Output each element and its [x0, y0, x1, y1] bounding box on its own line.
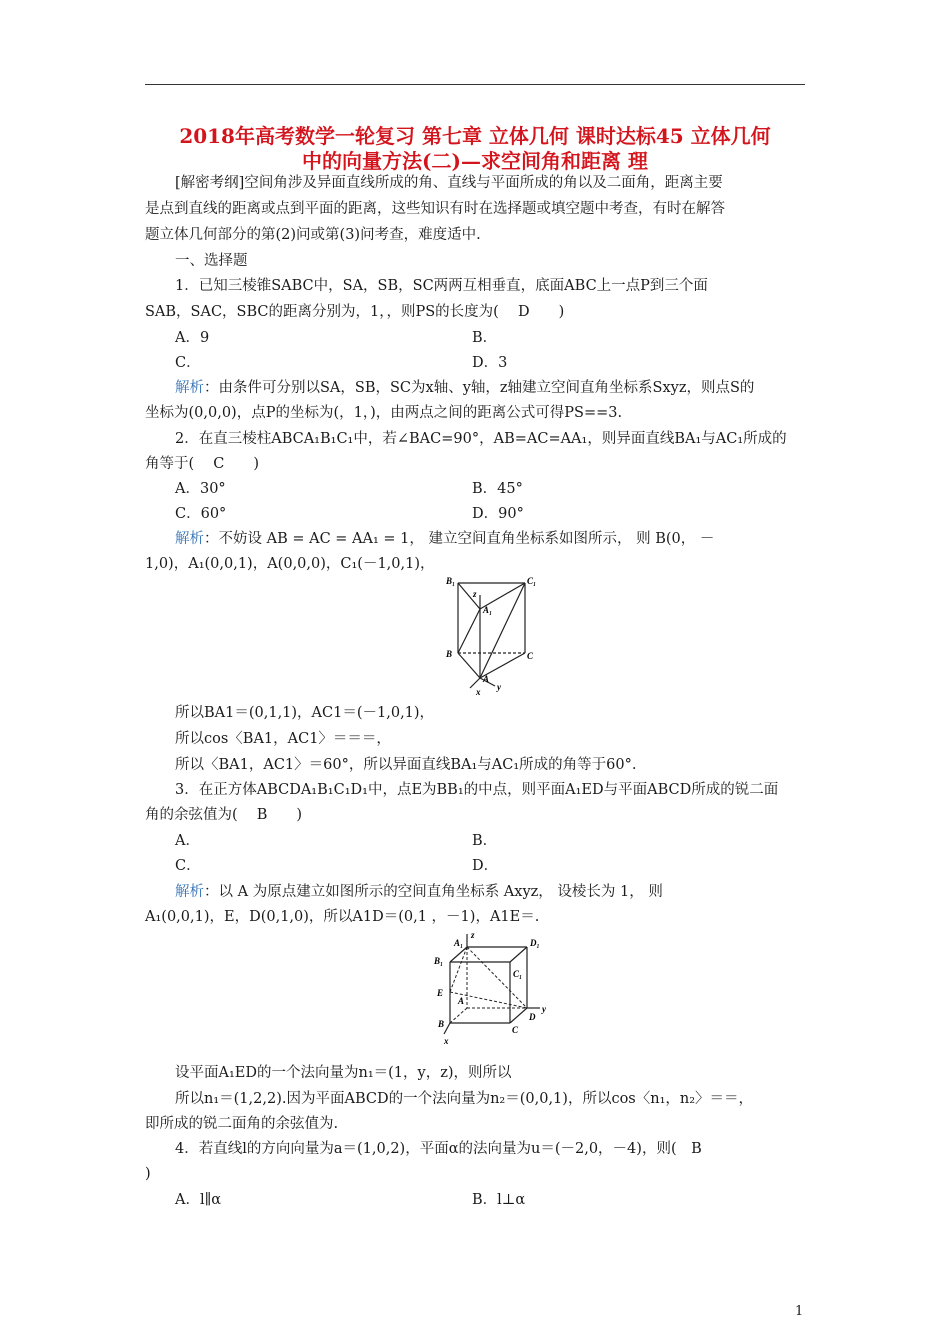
q3-after-2: 所以n₁＝(1,2,2).因为平面ABCD的一个法向量为n₂＝(0,0,1)，所以cos〈n₁，n₂〉＝＝， [175, 1091, 754, 1107]
label-B1: B₁ [446, 576, 456, 586]
q3-option-d: D． [472, 858, 499, 874]
q3-stem-1: 3．在正方体ABCDA₁B₁C₁D₁中，点E为BB₁的中点，则平面A₁ED与平面ABCD所成的锐二面 [175, 782, 779, 798]
label-y: y [542, 1004, 546, 1014]
section-heading: 一、选择题 [175, 253, 248, 269]
label-C: C [527, 651, 534, 661]
q2-stem-1: 2．在直三棱柱ABCA₁B₁C₁中，若∠BAC=90°，AB=AC=AA₁，则异面直线BA₁与AC₁所成的 [175, 431, 787, 447]
q3-solution-1 [175, 882, 663, 902]
solution-label: 解析 [175, 380, 204, 396]
label-C1: C₁ [527, 576, 537, 586]
label-C: C [512, 1025, 519, 1035]
label-B1: B₁ [434, 956, 444, 966]
q1-solution-1 [175, 378, 754, 398]
label-x: x [476, 687, 481, 697]
doc-title-line-1: 2018年高考数学一轮复习 第七章 立体几何 课时达标45 立体几何 [179, 124, 771, 148]
q1-solution-2: 坐标为(0,0,0)，点P的坐标为(，1，)，由两点之间的距离公式可得PS==3. [145, 405, 623, 421]
intro-line-2: 是点到直线的距离或点到平面的距离，这些知识有时在选择题或填空题中考查，有时在解答 [145, 201, 725, 217]
q2-solution-1 [175, 529, 714, 549]
q4-option-b: B．l⊥α [472, 1192, 526, 1208]
q1-option-d: D．3 [472, 355, 508, 371]
q2-option-a: A．30° [175, 481, 226, 497]
q2-solution-text: ：不妨设 AB = AC = AA₁ = 1， 建立空间直角坐标系如图所示， 则 B(0， － [204, 531, 715, 547]
doc-title-line-2: 中的向量方法(二)—求空间角和距离 理 [302, 149, 648, 173]
q2-option-d: D．90° [472, 506, 524, 522]
label-z: z [473, 589, 477, 599]
q2-stem-2: 角等于( C ) [145, 456, 260, 472]
q3-stem-2: 角的余弦值为( B ) [145, 807, 303, 823]
q3-option-a: A． [175, 833, 200, 849]
q2-after-1: 所以BA1＝(0,1,1)，AC1＝(－1,0,1)， [175, 705, 435, 721]
label-y: y [497, 682, 501, 692]
label-C1: C₁ [513, 969, 523, 979]
label-D: D [529, 1012, 536, 1022]
label-A1: A₁ [483, 605, 493, 615]
q1-solution-text: ：由条件可分别以SA，SB，SC为x轴、y轴，z轴建立空间直角坐标系Sxyz，则点S的 [204, 380, 755, 396]
q4-stem-2: ) [145, 1166, 151, 1182]
label-z: z [471, 930, 475, 940]
solution-label: 解析 [175, 531, 204, 547]
q1-option-b: B． [472, 330, 498, 346]
q3-solution-2: A₁(0,0,1)，E，D(0,1,0)，所以A1D＝(0,1 ，－1)，A1E＝. [145, 909, 540, 925]
q1-option-a: A．9 [175, 330, 210, 346]
label-B: B [438, 1019, 445, 1029]
cube-figure [430, 930, 560, 1060]
q4-stem-1: 4．若直线l的方向向量为a＝(1,0,2)，平面α的法向量为u＝(－2,0，－4)，则( B [175, 1141, 702, 1157]
q3-after-3: 即所成的锐二面角的余弦值为. [145, 1116, 339, 1132]
label-D1: D₁ [530, 938, 540, 948]
intro-line-1: [解密考纲]空间角涉及异面直线所成的角、直线与平面所成的角以及二面角，距离主要 [175, 175, 723, 191]
q1-stem-1: 1．已知三棱锥SABC中，SA，SB，SC两两互相垂直，底面ABC上一点P到三个面 [175, 278, 708, 294]
intro-line-3: 题立体几何部分的第(2)问或第(3)问考查，难度适中. [145, 227, 481, 243]
label-E: E [437, 988, 444, 998]
q2-option-b: B．45° [472, 481, 523, 497]
prism-figure [440, 573, 540, 698]
solution-label: 解析 [175, 884, 204, 900]
q3-option-b: B． [472, 833, 498, 849]
q2-option-c: C．60° [175, 506, 227, 522]
label-A: A [483, 674, 490, 684]
q1-option-c: C． [175, 355, 201, 371]
q2-after-3: 所以〈BA1，AC1〉＝60°，所以异面直线BA₁与AC₁所成的角等于60°. [175, 757, 637, 773]
page-number: 1 [795, 1304, 804, 1319]
label-A1: A₁ [454, 938, 464, 948]
label-B: B [446, 649, 453, 659]
q2-solution-2: 1,0)，A₁(0,0,1)，A(0,0,0)，C₁(－1,0,1)， [145, 556, 435, 572]
header-rule [145, 84, 805, 85]
q3-solution-text: ：以 A 为原点建立如图所示的空间直角坐标系 Axyz， 设棱长为 1， 则 [204, 884, 663, 900]
q3-option-c: C． [175, 858, 201, 874]
q3-after-1: 设平面A₁ED的一个法向量为n₁＝(1，y，z)，则所以 [175, 1065, 512, 1081]
q2-after-2: 所以cos〈BA1，AC1〉＝＝＝， [175, 731, 391, 747]
q1-stem-2: SAB，SAC，SBC的距离分别为，1，，则PS的长度为( D ) [145, 304, 565, 320]
label-A: A [458, 996, 465, 1006]
q4-option-a: A．l∥α [175, 1192, 222, 1208]
label-x: x [444, 1036, 449, 1046]
